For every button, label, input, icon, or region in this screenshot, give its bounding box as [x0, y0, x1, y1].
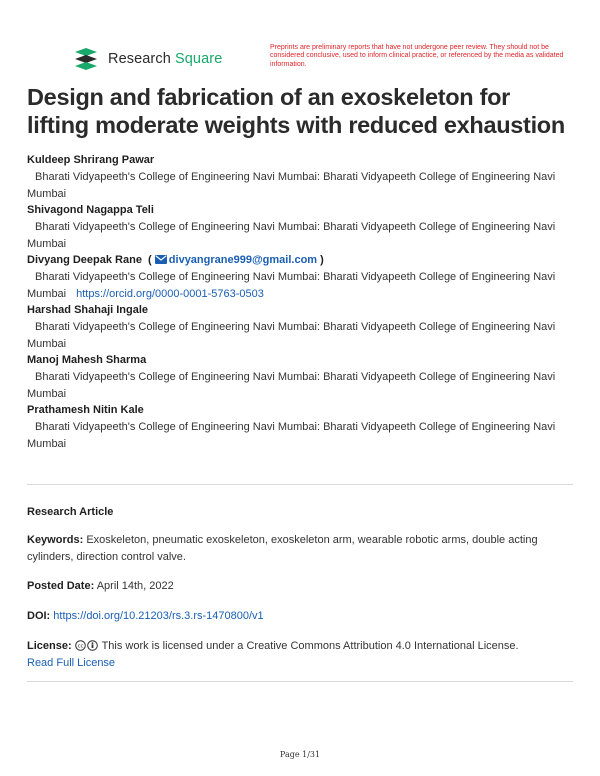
- research-square-logo-icon: [74, 47, 98, 71]
- svg-text:cc: cc: [77, 643, 84, 650]
- posted-date-section: [27, 578, 573, 595]
- author-entry: [27, 152, 572, 202]
- email-close-paren: ): [320, 254, 324, 266]
- posted-date-label: Posted Date:: [27, 580, 95, 592]
- author-entry: [27, 352, 572, 402]
- page-number: Page 1/31: [279, 750, 321, 759]
- author-affiliation: [27, 269, 572, 302]
- article-type-label: Research Article: [27, 506, 114, 518]
- author-affiliation: Bharati Vidyapeeth's College of Engineering Navi Mumbai: Bharati Vidyapeeth College of Engineering Navi Mumbai: [27, 371, 556, 400]
- paper-title: Design and fabrication of an exoskeleton for lifting moderate weights with reduced exhaustion: [27, 84, 565, 138]
- author-entry: [27, 302, 572, 352]
- license-label: License:: [27, 640, 72, 652]
- author-name[interactable]: Manoj Mahesh Sharma: [27, 354, 147, 366]
- author-email-link[interactable]: [155, 254, 317, 266]
- author-name-with-email: [27, 252, 572, 269]
- author-name[interactable]: Kuldeep Shrirang Pawar: [27, 154, 155, 166]
- author-name[interactable]: Shivagond Nagappa Teli: [27, 204, 154, 216]
- doi-section: [27, 608, 573, 625]
- research-square-logo[interactable]: [74, 47, 222, 71]
- keywords-label: Keywords:: [27, 534, 84, 546]
- posted-date-value: April 14th, 2022: [96, 580, 174, 592]
- keywords-value: Exoskeleton, pneumatic exoskeleton, exoskeleton arm, wearable robotic arms, double acting cylinders, direction control valve.: [27, 534, 538, 563]
- doi-label: DOI:: [27, 610, 51, 622]
- author-entry: [27, 202, 572, 252]
- preprint-notice: Preprints are preliminary reports that have not undergone peer review. They should not be considered conclusive, used to inform clinical practice, or referenced by the media as validated information.: [270, 44, 564, 68]
- affiliation-text: Bharati Vidyapeeth's College of Engineering Navi Mumbai: Bharati Vidyapeeth College of Engineering Navi Mumbai: [27, 271, 556, 300]
- author-email[interactable]: divyangrane999@gmail.com: [168, 254, 318, 266]
- author-affiliation: Bharati Vidyapeeth's College of Engineering Navi Mumbai: Bharati Vidyapeeth College of Engineering Navi Mumbai: [27, 171, 556, 200]
- author-affiliation: Bharati Vidyapeeth's College of Engineering Navi Mumbai: Bharati Vidyapeeth College of Engineering Navi Mumbai: [27, 321, 556, 350]
- author-name[interactable]: Divyang Deepak Rane: [27, 254, 142, 266]
- divider-bottom: [27, 681, 573, 682]
- keywords-section: [27, 532, 573, 566]
- author-name[interactable]: Harshad Shahaji Ingale: [27, 304, 149, 316]
- logo-prefix: Research: [108, 51, 171, 67]
- header: [74, 44, 574, 74]
- envelope-icon: [155, 255, 167, 264]
- license-section: [27, 638, 573, 672]
- author-name[interactable]: Prathamesh Nitin Kale: [27, 404, 144, 416]
- orcid-link[interactable]: https://orcid.org/0000-0001-5763-0503: [76, 287, 264, 300]
- author-affiliation: Bharati Vidyapeeth's College of Engineering Navi Mumbai: Bharati Vidyapeeth College of Engineering Navi Mumbai: [27, 221, 556, 250]
- author-entry: [27, 402, 572, 452]
- author-affiliation: Bharati Vidyapeeth's College of Engineering Navi Mumbai: Bharati Vidyapeeth College of Engineering Navi Mumbai: [27, 421, 556, 450]
- logo-suffix: Square: [175, 51, 223, 67]
- email-open-paren: (: [145, 254, 152, 266]
- doi-link[interactable]: https://doi.org/10.21203/rs.3.rs-1470800/v1: [53, 610, 264, 622]
- author-entry: [27, 252, 572, 302]
- read-full-license-link[interactable]: Read Full License: [27, 657, 116, 669]
- author-list: [27, 152, 572, 452]
- divider-top: [27, 484, 573, 485]
- article-type: [27, 504, 573, 521]
- license-text: This work is licensed under a Creative Commons Attribution 4.0 International License.: [101, 640, 519, 652]
- creative-commons-icon: [75, 640, 99, 651]
- logo-text: [108, 51, 222, 67]
